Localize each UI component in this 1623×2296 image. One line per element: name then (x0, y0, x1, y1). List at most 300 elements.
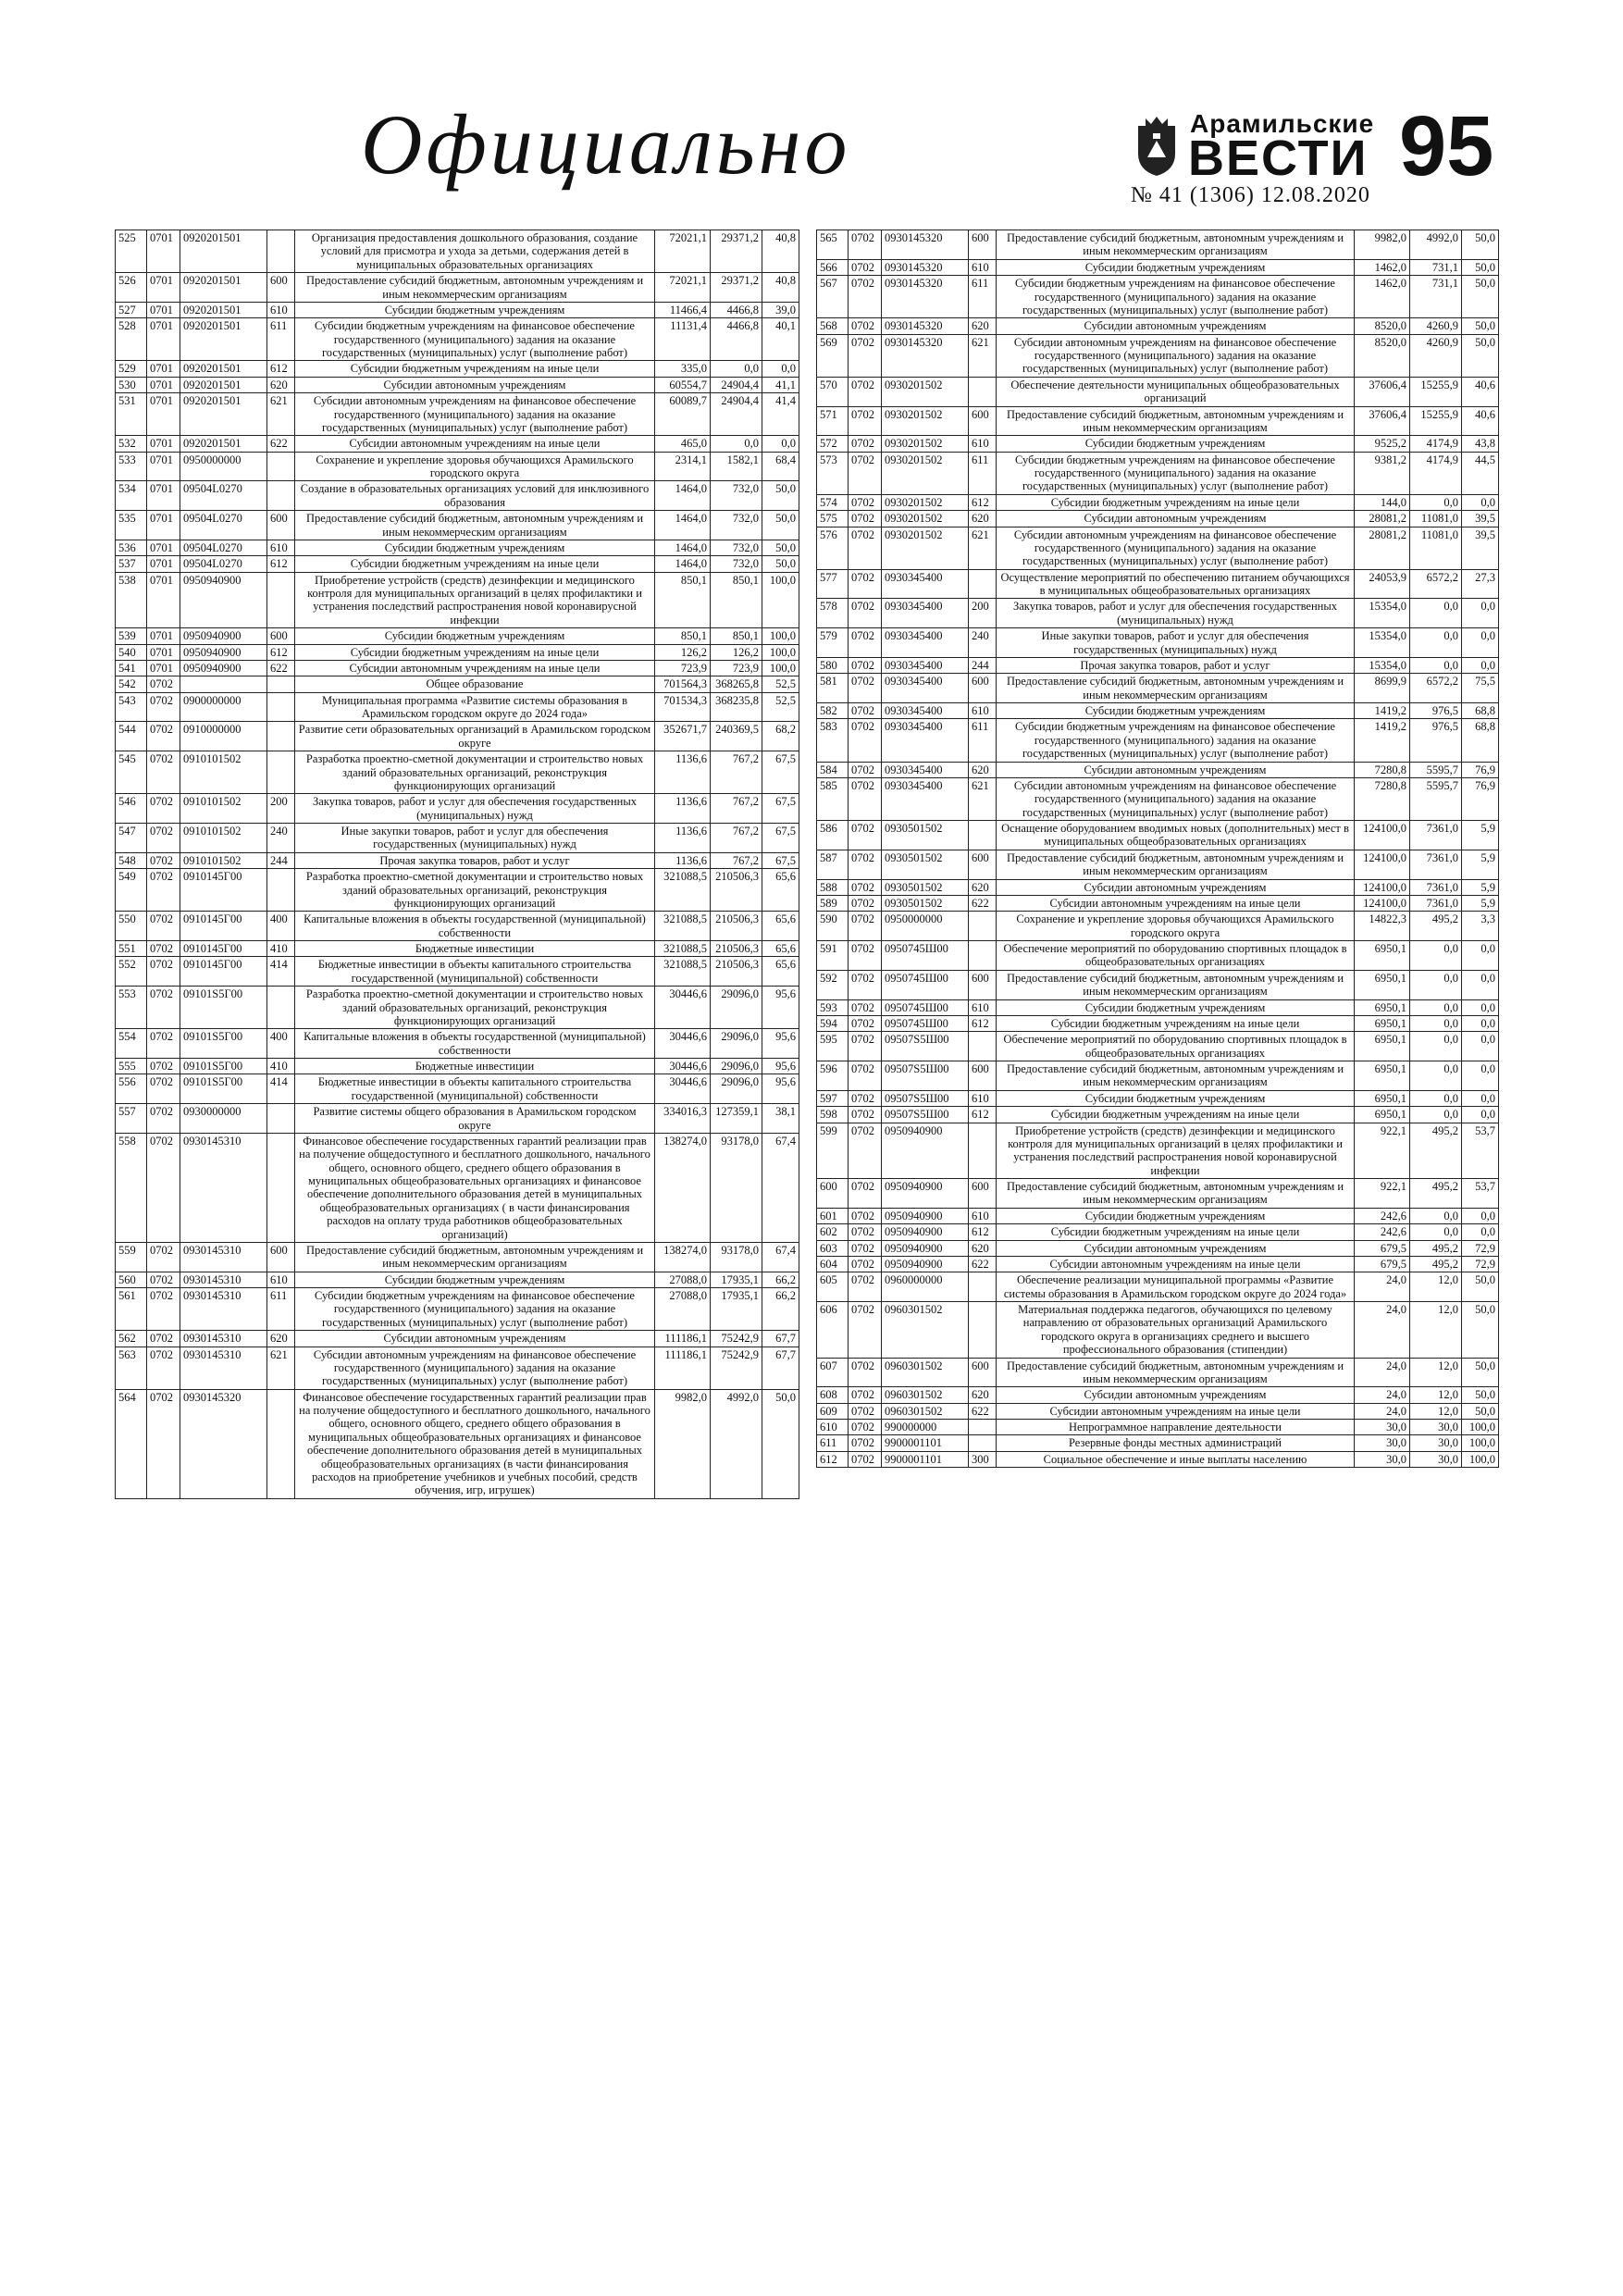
execution-percent: 41,1 (762, 377, 799, 392)
expense-type: 244 (267, 852, 295, 868)
table-row (116, 1389, 799, 1498)
expense-name: Развитие системы общего образования в Арамильском городском округе (295, 1104, 655, 1134)
row-number: 567 (817, 276, 849, 318)
executed-amount: 767,2 (711, 824, 762, 853)
expense-name: Предоставление субсидий бюджетным, автономным учреждениям и иным некоммерческим организациям (997, 1061, 1355, 1091)
expense-name: Субсидии бюджетным учреждениям (997, 1208, 1355, 1223)
planned-amount: 11131,4 (655, 318, 711, 361)
expense-type (969, 1302, 997, 1359)
planned-amount: 321088,5 (655, 941, 711, 957)
planned-amount: 9982,0 (1355, 230, 1410, 260)
executed-amount: 127359,1 (711, 1104, 762, 1134)
executed-amount: 0,0 (1410, 941, 1462, 971)
section-code: 0702 (147, 1133, 180, 1242)
expense-name: Бюджетные инвестиции (295, 941, 655, 957)
executed-amount: 7361,0 (1410, 895, 1462, 911)
expense-type: 612 (969, 1015, 997, 1031)
section-code: 0702 (147, 751, 180, 794)
expense-type: 244 (969, 657, 997, 673)
executed-amount: 29096,0 (711, 1059, 762, 1074)
expense-name: Обеспечение деятельности муниципальных общеобразовательных организаций (997, 377, 1355, 406)
execution-percent: 0,0 (1462, 941, 1499, 971)
planned-amount: 7280,8 (1355, 777, 1410, 820)
table-row (116, 1133, 799, 1242)
executed-amount: 0,0 (711, 436, 762, 452)
table-row (116, 1242, 799, 1272)
execution-percent: 50,0 (1462, 259, 1499, 275)
target-article: 0960301502 (882, 1358, 969, 1387)
target-article: 09101S5Г00 (180, 1059, 267, 1074)
section-code: 0702 (849, 1387, 882, 1403)
execution-percent: 95,6 (762, 1059, 799, 1074)
expense-name: Общее образование (295, 676, 655, 692)
execution-percent: 95,6 (762, 1074, 799, 1104)
target-article: 0930345400 (882, 599, 969, 628)
table-row (817, 821, 1499, 850)
target-article: 0920201501 (180, 273, 267, 303)
execution-percent: 65,6 (762, 912, 799, 941)
table-row (116, 1104, 799, 1134)
table-row (116, 751, 799, 794)
section-code: 0702 (849, 703, 882, 719)
row-number: 604 (817, 1256, 849, 1272)
row-number: 554 (116, 1029, 147, 1059)
section-code: 0702 (849, 821, 882, 850)
expense-name: Субсидии автономным учреждениям (997, 318, 1355, 334)
executed-amount: 0,0 (1410, 1107, 1462, 1123)
table-row (116, 540, 799, 555)
expense-type: 612 (969, 1107, 997, 1123)
expense-type: 612 (267, 556, 295, 572)
executed-amount: 30,0 (1410, 1435, 1462, 1451)
target-article: 09504L0270 (180, 481, 267, 511)
row-number: 535 (116, 511, 147, 540)
table-row (817, 719, 1499, 762)
target-article: 0930145320 (180, 1389, 267, 1498)
expense-name: Субсидии бюджетным учреждениям (295, 1272, 655, 1287)
expense-name: Сохранение и укрепление здоровья обучающихся Арамильского городского округа (295, 452, 655, 481)
issue-info: № 41 (1306) 12.08.2020 (1131, 183, 1370, 207)
executed-amount: 126,2 (711, 644, 762, 660)
row-number: 568 (817, 318, 849, 334)
planned-amount: 922,1 (1355, 1179, 1410, 1209)
expense-type: 410 (267, 941, 295, 957)
row-number: 589 (817, 895, 849, 911)
section-code: 0701 (147, 644, 180, 660)
expense-name: Иные закупки товаров, работ и услуг для обеспечения государственных (муниципальных) нужд (295, 824, 655, 853)
row-number: 547 (116, 824, 147, 853)
planned-amount: 111186,1 (655, 1331, 711, 1347)
planned-amount: 30,0 (1355, 1451, 1410, 1467)
planned-amount: 1419,2 (1355, 703, 1410, 719)
planned-amount: 126,2 (655, 644, 711, 660)
expense-name: Субсидии бюджетным учреждениям на иные цели (295, 556, 655, 572)
expense-name: Бюджетные инвестиции в объекты капитального строительства государственной (муниципальной) собственности (295, 1074, 655, 1104)
executed-amount: 0,0 (1410, 1090, 1462, 1106)
execution-percent: 5,9 (1462, 879, 1499, 895)
execution-percent: 44,5 (1462, 452, 1499, 494)
execution-percent: 50,0 (1462, 1272, 1499, 1302)
section-code: 0701 (147, 572, 180, 628)
execution-percent: 5,9 (1462, 821, 1499, 850)
target-article: 0950940900 (882, 1256, 969, 1272)
expense-type (267, 1389, 295, 1498)
executed-amount: 17935,1 (711, 1272, 762, 1287)
table-row (116, 794, 799, 824)
target-article: 0930000000 (180, 1104, 267, 1134)
row-number: 549 (116, 869, 147, 912)
expense-name: Субсидии бюджетным учреждениям на финансовое обеспечение государственного (муниципального) задания на оказание государственных (муниципальных) услуг (выполнение работ) (997, 719, 1355, 762)
section-code: 0702 (147, 852, 180, 868)
section-code: 0701 (147, 628, 180, 644)
expense-type: 622 (969, 895, 997, 911)
target-article: 0950940900 (882, 1179, 969, 1209)
executed-amount: 850,1 (711, 628, 762, 644)
expense-name: Субсидии автономным учреждениям (997, 1240, 1355, 1256)
expense-name: Предоставление субсидий бюджетным, автономным учреждениям и иным некоммерческим организациям (997, 850, 1355, 879)
table-row (817, 1032, 1499, 1061)
planned-amount: 9982,0 (655, 1389, 711, 1498)
executed-amount: 0,0 (1410, 1015, 1462, 1031)
section-code: 0702 (147, 941, 180, 957)
section-code: 0702 (147, 1059, 180, 1074)
execution-percent: 67,5 (762, 824, 799, 853)
target-article: 0910145Г00 (180, 912, 267, 941)
execution-percent: 67,4 (762, 1133, 799, 1242)
row-number: 545 (116, 751, 147, 794)
expense-type: 622 (969, 1256, 997, 1272)
execution-percent: 0,0 (1462, 999, 1499, 1015)
row-number: 576 (817, 527, 849, 569)
executed-amount: 30,0 (1410, 1451, 1462, 1467)
table-row (116, 1288, 799, 1331)
expense-name: Предоставление субсидий бюджетным, автономным учреждениям и иным некоммерческим организациям (997, 230, 1355, 260)
expense-type: 610 (267, 540, 295, 555)
execution-percent: 100,0 (762, 628, 799, 644)
section-code: 0702 (147, 1331, 180, 1347)
section-code: 0702 (849, 1224, 882, 1240)
row-number: 592 (817, 970, 849, 999)
expense-name: Субсидии бюджетным учреждениям (997, 1090, 1355, 1106)
row-number: 594 (817, 1015, 849, 1031)
expense-name: Бюджетные инвестиции (295, 1059, 655, 1074)
table-row (116, 436, 799, 452)
section-code: 0702 (849, 1123, 882, 1179)
budget-table-right (816, 230, 1499, 1468)
section-code: 0702 (147, 869, 180, 912)
table-row (116, 941, 799, 957)
expense-type: 600 (969, 850, 997, 879)
execution-percent: 0,0 (1462, 599, 1499, 628)
table-row (817, 1107, 1499, 1123)
target-article: 9900001101 (882, 1435, 969, 1451)
target-article: 0910101502 (180, 794, 267, 824)
row-number: 578 (817, 599, 849, 628)
execution-percent: 67,5 (762, 852, 799, 868)
table-row (817, 628, 1499, 658)
executed-amount: 368265,8 (711, 676, 762, 692)
row-number: 602 (817, 1224, 849, 1240)
target-article: 0920201501 (180, 361, 267, 377)
table-row (817, 318, 1499, 334)
planned-amount: 701534,3 (655, 692, 711, 722)
planned-amount: 352671,7 (655, 722, 711, 751)
expense-type (267, 452, 295, 481)
execution-percent: 50,0 (1462, 230, 1499, 260)
section-code: 0702 (849, 777, 882, 820)
brand-main: ВЕСТИ (1188, 130, 1369, 186)
target-article (180, 676, 267, 692)
target-article: 0930345400 (882, 777, 969, 820)
table-row (817, 436, 1499, 452)
section-code: 0702 (849, 879, 882, 895)
target-article: 0910145Г00 (180, 957, 267, 987)
expense-name: Субсидии бюджетным учреждениям на иные цели (997, 1224, 1355, 1240)
executed-amount: 7361,0 (1410, 850, 1462, 879)
target-article: 0950940900 (882, 1224, 969, 1240)
execution-percent: 50,0 (1462, 334, 1499, 377)
execution-percent: 53,7 (1462, 1123, 1499, 1179)
expense-name: Субсидии автономным учреждениям на иные цели (295, 660, 655, 676)
section-code: 0702 (849, 1420, 882, 1435)
expense-name: Сохранение и укрепление здоровья обучающихся Арамильского городского округа (997, 912, 1355, 941)
planned-amount: 465,0 (655, 436, 711, 452)
execution-percent: 43,8 (1462, 436, 1499, 452)
executed-amount: 29096,0 (711, 1074, 762, 1104)
execution-percent: 0,0 (1462, 657, 1499, 673)
expense-type (267, 869, 295, 912)
brand-top: Арамильские (1190, 109, 1375, 138)
expense-type (969, 1123, 997, 1179)
section-code: 0702 (849, 941, 882, 971)
row-number: 590 (817, 912, 849, 941)
planned-amount: 24,0 (1355, 1358, 1410, 1387)
planned-amount: 242,6 (1355, 1224, 1410, 1240)
row-number: 526 (116, 273, 147, 303)
target-article: 0930145320 (882, 334, 969, 377)
section-code: 0702 (849, 1272, 882, 1302)
planned-amount: 334016,3 (655, 1104, 711, 1134)
section-code: 0702 (849, 674, 882, 703)
expense-name: Осуществление мероприятий по обеспечению питанием обучающихся в муниципальных общеобразовательных организациях (997, 569, 1355, 599)
executed-amount: 93178,0 (711, 1133, 762, 1242)
row-number: 550 (116, 912, 147, 941)
table-row (116, 852, 799, 868)
table-row (817, 452, 1499, 494)
expense-type: 610 (969, 259, 997, 275)
executed-amount: 5595,7 (1410, 777, 1462, 820)
expense-type: 611 (969, 719, 997, 762)
newspaper-logo (1131, 109, 1375, 186)
target-article: 0950745Ш00 (882, 1015, 969, 1031)
executed-amount: 0,0 (1410, 1208, 1462, 1223)
target-article: 0950940900 (882, 1208, 969, 1223)
expense-type: 620 (969, 1387, 997, 1403)
target-article: 0920201501 (180, 302, 267, 317)
section-code: 0702 (849, 657, 882, 673)
target-article: 0950745Ш00 (882, 999, 969, 1015)
row-number: 580 (817, 657, 849, 673)
execution-percent: 50,0 (762, 1389, 799, 1498)
table-row (116, 660, 799, 676)
expense-type: 600 (969, 970, 997, 999)
planned-amount: 124100,0 (1355, 879, 1410, 895)
execution-percent: 52,5 (762, 676, 799, 692)
execution-percent: 0,0 (1462, 1224, 1499, 1240)
execution-percent: 38,1 (762, 1104, 799, 1134)
execution-percent: 0,0 (762, 361, 799, 377)
expense-type: 620 (267, 1331, 295, 1347)
expense-name: Субсидии бюджетным учреждениям на иные цели (295, 644, 655, 660)
planned-amount: 24,0 (1355, 1387, 1410, 1403)
table-row (116, 481, 799, 511)
expense-type: 612 (267, 644, 295, 660)
execution-percent: 0,0 (1462, 1208, 1499, 1223)
execution-percent: 5,9 (1462, 850, 1499, 879)
executed-amount: 4466,8 (711, 318, 762, 361)
table-row (116, 824, 799, 853)
planned-amount: 111186,1 (655, 1347, 711, 1389)
section-code: 0702 (849, 1302, 882, 1359)
section-code: 0701 (147, 273, 180, 303)
row-number: 601 (817, 1208, 849, 1223)
row-number: 593 (817, 999, 849, 1015)
executed-amount: 731,1 (1410, 276, 1462, 318)
expense-type (969, 1272, 997, 1302)
executed-amount: 29371,2 (711, 230, 762, 273)
target-article: 0950745Ш00 (882, 970, 969, 999)
row-number: 544 (116, 722, 147, 751)
expense-type (267, 676, 295, 692)
row-number: 571 (817, 406, 849, 436)
table-row (817, 494, 1499, 510)
executed-amount: 732,0 (711, 481, 762, 511)
table-row (116, 987, 799, 1029)
execution-percent: 52,5 (762, 692, 799, 722)
section-code: 0702 (147, 1288, 180, 1331)
section-code: 0702 (849, 850, 882, 879)
planned-amount: 30446,6 (655, 1029, 711, 1059)
planned-amount: 37606,4 (1355, 406, 1410, 436)
planned-amount: 8520,0 (1355, 334, 1410, 377)
expense-name: Финансовое обеспечение государственных гарантий реализации прав на получение общедоступного и бесплатного дошкольного, начального общего, основного общего, среднего общего образования в муниципальных общеобразовательных организациях и финансовое обеспечение дополнительного образования детей в муниципальных общеобразовательных организациях ( в части финансирования расходов на оплату труда работников общеобразовательных организаций) (295, 1133, 655, 1242)
row-number: 591 (817, 941, 849, 971)
target-article: 0950940900 (882, 1240, 969, 1256)
section-code: 0702 (849, 1358, 882, 1387)
table-row (817, 703, 1499, 719)
executed-amount: 29371,2 (711, 273, 762, 303)
execution-percent: 65,6 (762, 869, 799, 912)
planned-amount: 679,5 (1355, 1240, 1410, 1256)
expense-name: Субсидии автономным учреждениям на иные цели (997, 1403, 1355, 1419)
table-row (116, 912, 799, 941)
row-number: 583 (817, 719, 849, 762)
planned-amount: 1464,0 (655, 511, 711, 540)
expense-type: 200 (267, 794, 295, 824)
row-number: 595 (817, 1032, 849, 1061)
row-number: 525 (116, 230, 147, 273)
target-article: 0930145310 (180, 1272, 267, 1287)
expense-type: 611 (969, 276, 997, 318)
expense-name: Субсидии бюджетным учреждениям (997, 436, 1355, 452)
row-number: 536 (116, 540, 147, 555)
row-number: 541 (116, 660, 147, 676)
table-row (817, 511, 1499, 527)
expense-name: Финансовое обеспечение государственных гарантий реализации прав на получение общедоступного и бесплатного дошкольного, начального общего, основного общего, среднего общего образования в муниципальных общеобразовательных организациях и финансовое обеспечение дополнительного образования детей в муниципальных общеобразовательных организациях (в части финансирования расходов на приобретение учебников и учебных пособий, средств обучения, игр, игрушек) (295, 1389, 655, 1498)
target-article: 0910101502 (180, 852, 267, 868)
execution-percent: 95,6 (762, 987, 799, 1029)
expense-name: Субсидии автономным учреждениям на финансовое обеспечение государственного (муниципального) задания на оказание государственных (муниципальных) услуг (выполнение работ) (997, 334, 1355, 377)
expense-name: Субсидии бюджетным учреждениям (295, 628, 655, 644)
expense-name: Субсидии бюджетным учреждениям (295, 540, 655, 555)
left-column (115, 230, 799, 1499)
expense-name: Субсидии автономным учреждениям на иные цели (295, 436, 655, 452)
table-row (116, 1059, 799, 1074)
section-code: 0701 (147, 393, 180, 436)
row-number: 584 (817, 762, 849, 777)
target-article: 0950000000 (180, 452, 267, 481)
target-article: 0930201502 (882, 436, 969, 452)
expense-name: Субсидии бюджетным учреждениям на иные цели (997, 1015, 1355, 1031)
table-row (817, 1256, 1499, 1272)
expense-type: 600 (267, 628, 295, 644)
section-code: 0702 (849, 1208, 882, 1223)
executed-amount: 0,0 (1410, 970, 1462, 999)
expense-name: Субсидии бюджетным учреждениям на финансовое обеспечение государственного (муниципального) задания на оказание государственных (муниципальных) услуг (выполнение работ) (295, 1288, 655, 1331)
table-row (116, 377, 799, 392)
table-row (817, 1224, 1499, 1240)
planned-amount: 1136,6 (655, 852, 711, 868)
target-article: 0930145320 (882, 318, 969, 334)
planned-amount: 30,0 (1355, 1435, 1410, 1451)
execution-percent: 40,8 (762, 230, 799, 273)
executed-amount: 29096,0 (711, 987, 762, 1029)
section-code: 0702 (147, 1242, 180, 1272)
section-code: 0701 (147, 540, 180, 555)
executed-amount: 495,2 (1410, 912, 1462, 941)
table-row (817, 941, 1499, 971)
expense-type: 621 (969, 527, 997, 569)
row-number: 563 (116, 1347, 147, 1389)
executed-amount: 0,0 (1410, 599, 1462, 628)
planned-amount: 138274,0 (655, 1133, 711, 1242)
expense-type: 620 (969, 1240, 997, 1256)
planned-amount: 9381,2 (1355, 452, 1410, 494)
execution-percent: 65,6 (762, 957, 799, 987)
section-code: 0702 (147, 794, 180, 824)
row-number: 608 (817, 1387, 849, 1403)
planned-amount: 15354,0 (1355, 628, 1410, 658)
expense-type: 612 (969, 1224, 997, 1240)
execution-percent: 0,0 (1462, 1090, 1499, 1106)
table-row (116, 1074, 799, 1104)
executed-amount: 11081,0 (1410, 527, 1462, 569)
execution-percent: 39,5 (1462, 527, 1499, 569)
execution-percent: 50,0 (762, 481, 799, 511)
table-row (817, 1090, 1499, 1106)
target-article: 0910000000 (180, 722, 267, 751)
section-code: 0702 (147, 1347, 180, 1389)
section-code: 0702 (147, 1272, 180, 1287)
section-code: 0701 (147, 377, 180, 392)
planned-amount: 30446,6 (655, 987, 711, 1029)
expense-type (267, 230, 295, 273)
target-article: 0950940900 (180, 660, 267, 676)
section-code: 0702 (147, 722, 180, 751)
executed-amount: 0,0 (1410, 1032, 1462, 1061)
target-article: 0930201502 (882, 527, 969, 569)
executed-amount: 495,2 (1410, 1123, 1462, 1179)
